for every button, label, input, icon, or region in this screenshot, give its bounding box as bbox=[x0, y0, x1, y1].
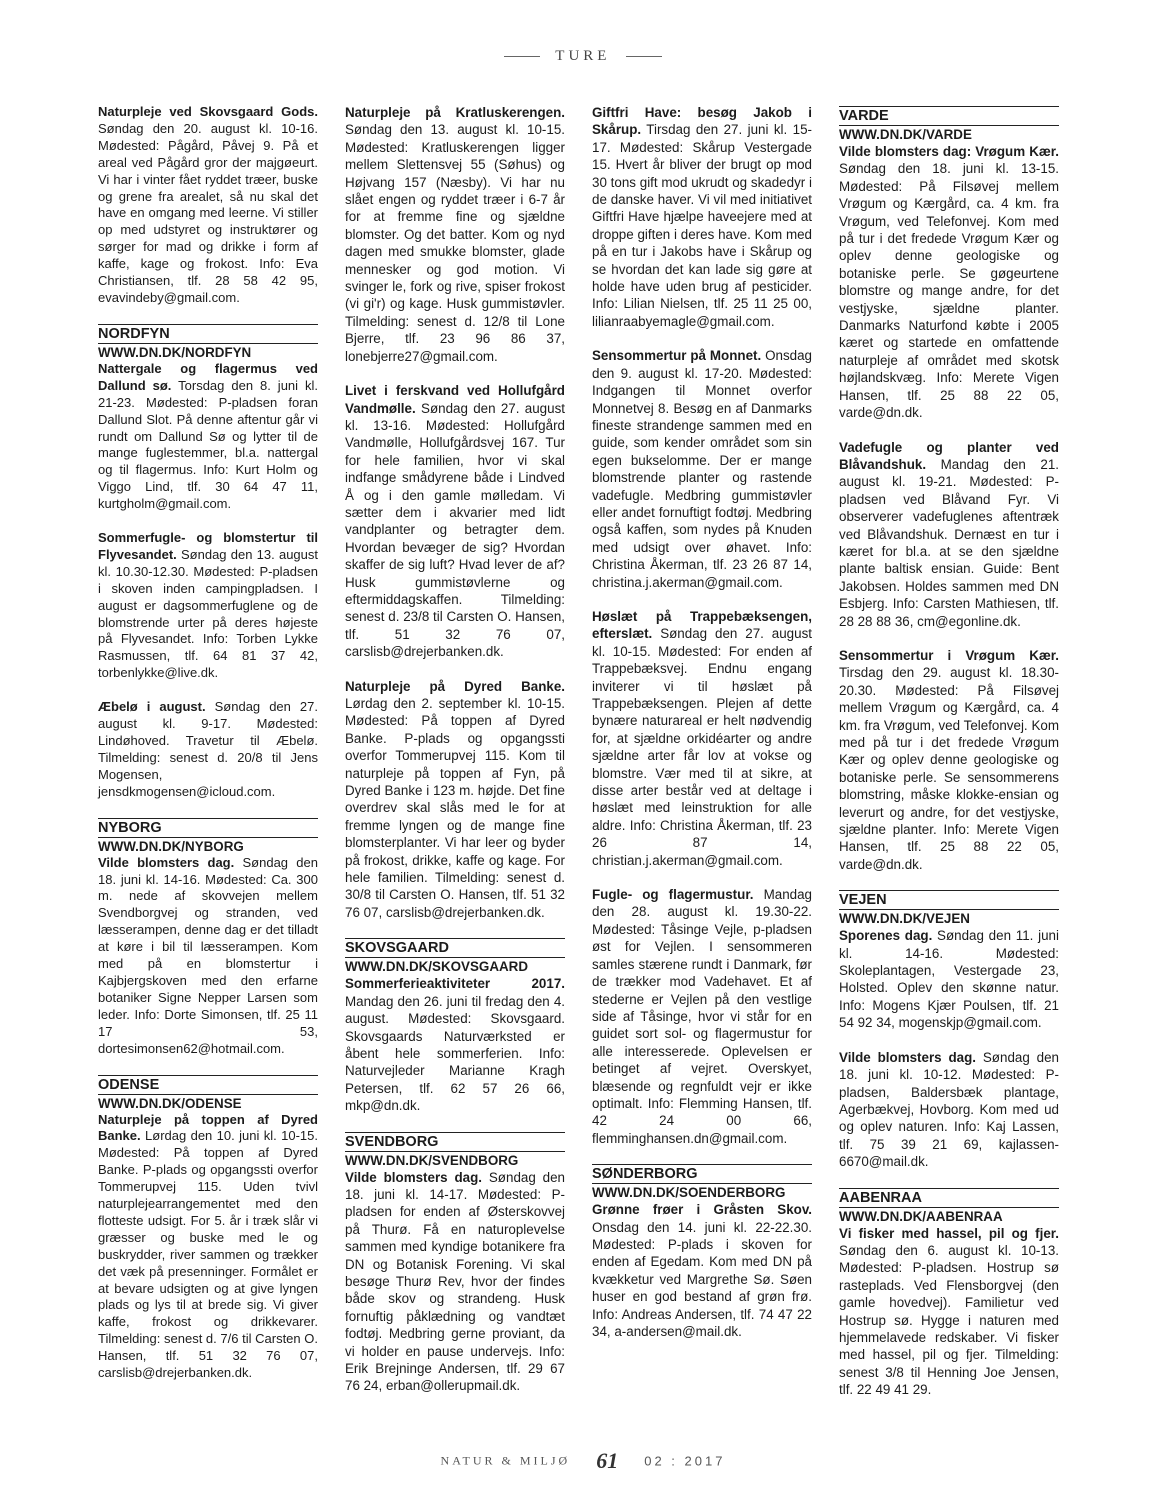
event-description: Søndag den 18. juni kl. 10-12. Mødested: P-pladsen, Baldersbæk plantage, Agerbækvej, Hovborg. Kom med ud og oplev naturen. Info: Kaj Lassen, tlf. 75 39 21 69, kajlassen-6670@mail.dk. bbox=[839, 1049, 1059, 1170]
event-entry bbox=[345, 975, 565, 1114]
event-title: Fugle- og flagermustur. bbox=[592, 887, 754, 903]
event-description: Søndag den 27. august kl. 9-17. Mødested: Lindøhoved. Travetur til Æbelø. Tilmelding: senest d. 20/8 til Jens Mogensen, jensdkmogensen@icloud.com. bbox=[98, 699, 318, 799]
header-rule-right bbox=[626, 56, 662, 57]
region-section bbox=[345, 938, 565, 1114]
event-entry bbox=[98, 361, 318, 513]
region-name: VARDE bbox=[839, 107, 1059, 126]
region-section bbox=[839, 106, 1059, 422]
event-entry bbox=[592, 886, 812, 1147]
event-title: Høslæt på Trappebæksengen, efterslæt. bbox=[592, 608, 812, 642]
region-name: AABENRAA bbox=[839, 1189, 1059, 1208]
section-title: TURE bbox=[555, 48, 611, 64]
event-entry bbox=[592, 1201, 812, 1340]
event-title: Naturpleje på Kratluskerengen. bbox=[345, 105, 565, 120]
event-entry bbox=[345, 1169, 565, 1395]
event-entry bbox=[839, 927, 1059, 1031]
region-section bbox=[839, 890, 1059, 1031]
region-url[interactable]: WWW.DN.DK/ODENSE bbox=[98, 1095, 242, 1111]
event-entry bbox=[839, 647, 1059, 873]
event-entry bbox=[592, 608, 812, 869]
event-title: Vadefugle og planter ved Blåvandshuk. bbox=[839, 439, 1059, 472]
event-title: Vilde blomsters dag: Vrøgum Kær. bbox=[839, 144, 1059, 159]
event-description: Onsdag den 14. juni kl. 22-22.30. Mødested: P-plads i skoven for enden af Egedam. Kom med DN på kvækketur ved Margrethe Sø. Søen huser en god bestand af grøn frø. Info: Andreas Andersen, tlf. 74 47 22 34, a-andersen@mail.dk. bbox=[592, 1219, 812, 1339]
issue-label: 02 : 2017 bbox=[644, 1453, 726, 1469]
event-entry bbox=[592, 104, 812, 330]
event-description: Lørdag den 10. juni kl. 10-15. Mødested: På toppen af Dyred Banke. P-plads og opgangssti overfor Tommerupvej 115. Uden tvivl naturplejearrangementet med den flotteste udsigt. For 5. år i træk slår vi græsser og buske med le og buskrydder, river sammen og trækker det væk på presenninger. Formålet er at bevare udsigten og at give lyngen plads og lys til at brede sig. Vi giver kaffe, frokost og drikkevarer. Tilmelding: senest d. 7/6 til Carsten O. Hansen, tlf. 51 32 76 07, carslisb@drejerbanken.dk. bbox=[98, 1128, 318, 1381]
event-description: Søndag den 27. august kl. 10-15. Mødested: For enden af Trappebæksvej. Endnu engang inviterer vi til høslæt på Trappebæksengen. Plejen af dette bynære naturareal er helt nødvendig for, at sjældne orkidéarter og andre sjældne arter får lov at vokse og blomstre. Vær med til at sikre, at disse arter består ved at deltage i høslæt med leinstruktion for alle aldre. Info: Christina Åkerman, tlf. 23 26 87 14, christian.j.akerman@gmail.com. bbox=[592, 626, 812, 868]
event-entry bbox=[839, 1049, 1059, 1171]
event-entry bbox=[98, 530, 318, 682]
event-description: Søndag den 18. juni kl. 14-16. Mødested: Ca. 300 m. nede af skovvejen mellem Svendborgvej og stranden, ved læsserampen, denne dag er det tilladt at køre i bil til læsserampen. Kom med på en blomstertur i Kajbjergskoven med den erfarne botaniker Signe Nepper Larsen som leder. Info: Dorte Simonsen, tlf. 25 11 17 53, dortesimonsen62@hotmail.com. bbox=[98, 854, 318, 1056]
column-2 bbox=[345, 104, 565, 1412]
region-section bbox=[345, 1132, 565, 1395]
event-title: Grønne frøer i Gråsten Skov. bbox=[592, 1202, 812, 1218]
event-entry bbox=[839, 143, 1059, 422]
column-4 bbox=[839, 104, 1059, 1416]
event-title: Naturpleje på toppen af Dyred Banke. bbox=[98, 1111, 318, 1144]
region-section bbox=[839, 1188, 1059, 1399]
event-description: Tirsdag den 29. august kl. 18.30-20.30. Mødested: På Filsøvej mellem Vrøgum og Kærgård, ca. 4 km. fra Vrøgum, ved Telefonvej. Kom med på tur i det fredede Vrøgum Kær og oplev denne geologiske og botaniske perle. Se sensommerens blomstring, måske klokke-ensian og leverurt og andre, for det vestjyske, sjældne planter. Info: Merete Vigen Hansen, tlf. 25 88 22 05, varde@dn.dk. bbox=[839, 665, 1059, 872]
event-entry bbox=[98, 699, 318, 800]
event-description: Søndag den 13. august kl. 10.30-12.30. Mødested: P-pladsen i skoven inden campingpladsen. I august er dagsommerfuglene og de blomstrende urter på deres højeste på Flyvesandet. Info: Torben Lykke Rasmussen, tlf. 64 81 37 42, torbenlykke@live.dk. bbox=[98, 546, 318, 681]
region-url[interactable]: WWW.DN.DK/SKOVSGAARD bbox=[345, 959, 528, 975]
event-description: Søndag den 13. august kl. 10-15. Mødested: Kratluskerengen ligger mellem Slettensvej 55 (Søhus) og Højvang 157 (Næsby). Vi har nu slået engen og ryddet træer i 6-7 år for at fremme fine og sjældne blomster. Og det batter. Kom og nyd dagen med smukke blomster, glade mennesker og god motion. Vi svinger le, fork og rive, spiser frokost (vi gi'r) og kage. Husk gummistøvler. Tilmelding: senest d. 12/8 til Lone Bjerre, tlf. 23 96 86 37, lonebjerre27@gmail.com. bbox=[345, 122, 565, 364]
region-url[interactable]: WWW.DN.DK/SOENDERBORG bbox=[592, 1185, 786, 1201]
region-name: VEJEN bbox=[839, 891, 1059, 910]
event-title: Sensommertur i Vrøgum Kær. bbox=[839, 647, 1059, 663]
header-rule-left bbox=[504, 56, 540, 57]
event-title: Vi fisker med hassel, pil og fjer. bbox=[839, 1225, 1059, 1241]
event-title: Vilde blomsters dag. bbox=[98, 854, 235, 870]
event-description: Mandag den 26. juni til fredag den 4. august. Mødested: Skovsgaard. Skovsgaards Naturværksted er åbent hele sommerferien. Info: Naturvejleder Marianne Kragh Petersen, tlf. 62 57 26 66, mkp@dn.dk. bbox=[345, 993, 565, 1114]
region-name: SKOVSGAARD bbox=[345, 939, 565, 958]
event-description: Tirsdag den 27. juni kl. 15-17. Mødested: Skårup Vestergade 15. Hvert år bliver der brugt op mod 30 tons gift mod ukrudt og skadedyr i de danske haver. Vi vil med initiativet Giftfri Have hjælpe haveejere med at droppe giften i deres have. Kom med på en tur i Jakobs have i Skårup og se hvordan det kan lade sig gøre at holde have uden brug af pesticider. Info: Lilian Nielsen, tlf. 25 11 25 00, lilianraabyemagle@gmail.com. bbox=[592, 122, 812, 329]
event-description: Søndag den 18. juni kl. 14-17. Mødested: P-pladsen for enden af Østerskovvej på Thurø. Få en naturoplevelse sammen med kyndige botanikere fra DN og Botanisk Forening. Vi skal besøge Thurø Rev, hvor der findes både skov og strandeng. Husk fornuftig påklædning og vandtæt fodtøj. Medbring gerne proviant, da vi holder en pause undervejs. Info: Erik Brejninge Andersen, tlf. 29 67 76 24, erban@ollerupmail.dk. bbox=[345, 1169, 565, 1394]
event-title: Naturpleje ved Skovsgaard Gods. bbox=[98, 104, 318, 119]
region-section bbox=[98, 324, 318, 513]
event-entry bbox=[592, 347, 812, 591]
column-3 bbox=[592, 104, 812, 1357]
event-entry bbox=[345, 104, 565, 365]
page-number: 61 bbox=[596, 1448, 619, 1473]
region-url[interactable]: WWW.DN.DK/NORDFYN bbox=[98, 344, 252, 360]
event-entry bbox=[98, 1112, 318, 1383]
region-url[interactable]: WWW.DN.DK/NYBORG bbox=[98, 838, 244, 854]
region-url[interactable]: WWW.DN.DK/VARDE bbox=[839, 127, 972, 142]
event-title: Giftfri Have: besøg Jakob i Skårup. bbox=[592, 105, 812, 138]
event-title: Vilde blomsters dag. bbox=[839, 1049, 977, 1065]
region-name: SVENDBORG bbox=[345, 1133, 565, 1152]
region-url[interactable]: WWW.DN.DK/SVENDBORG bbox=[345, 1152, 519, 1168]
event-description: Søndag den 6. august kl. 10-13. Mødested: P-pladsen. Hostrup sø rasteplads. Ved Flensborgvej (den gamle hovedvej). Familietur ved Hostrup sø. Hygge i naturen med hjemmelavede redskaber. Vi fisker med hassel, pil og fjer. Tilmelding: senest 3/8 til Henning Joe Jensen, tlf. 22 49 41 29. bbox=[839, 1242, 1059, 1398]
event-entry bbox=[839, 439, 1059, 630]
page-footer bbox=[0, 1448, 1166, 1474]
event-title: Nattergale og flagermus ved Dallund sø. bbox=[98, 360, 318, 393]
magazine-name: NATUR & MILJØ bbox=[440, 1453, 571, 1468]
event-title: Livet i ferskvand ved Hollufgård Vandmølle. bbox=[345, 383, 565, 416]
event-title: Æbelø i august. bbox=[98, 699, 206, 715]
region-name: ODENSE bbox=[98, 1076, 318, 1095]
region-name: NYBORG bbox=[98, 819, 318, 838]
event-entry bbox=[98, 855, 318, 1058]
event-description: Onsdag den 9. august kl. 17-20. Mødested: Indgangen til Monnet overfor Monnetvej 8. Besøg en af Danmarks fineste strandenge sammen med en guide, som kender området som sin egen bukselomme. Der er mange blomstrende planter og rastende vadefugle. Medbring gummistøvler eller andet fornuftigt fodtøj. Medbring også kaffen, som nydes på Knuden med udsigt over øhavet. Info: Christina Åkerman, tlf. 23 26 87 14, christina.j.akerman@gmail.com. bbox=[592, 348, 812, 590]
event-entry bbox=[839, 1225, 1059, 1399]
event-description: Søndag den 27. august kl. 13-16. Mødested: Hollufgård Vandmølle, Hollufgårdsvej 167. Tur for hele familien, hvor vi skal indfange smådyrene både i Lindved Å og i den gamle mølledam. Vi sætter dem i akvarier med lidt vandplanter og betragter dem. Hvordan bevæger de sig? Hvordan skaffer de sig luft? Hvad lever de af? Husk gummistøvlerne og eftermiddagskaffen. Tilmelding: senest d. 23/8 til Carsten O. Hansen, tlf. 51 32 76 07, carslisb@drejerbanken.dk. bbox=[345, 400, 565, 660]
event-title: Sensommertur på Monnet. bbox=[592, 348, 762, 364]
event-description: Mandag den 28. august kl. 19.30-22. Mødested: Tåsinge Vejle, p-pladsen øst for Vejlen. I sensommeren samles stærene rundt i Danmark, før de trækker mod Vadehavet. Et af stederne er Vejlen på den vestlige side af Tåsinge, hvor vi står for en guidet sort sol- og flagermustur for alle interesserede. Oplevelsen er betinget af vejret. Overskyet, blæsende og regnfuldt vejr er ikke optimalt. Info: Flemming Hansen, tlf. 42 24 00 66, flemminghansen.dn@gmail.com. bbox=[592, 887, 812, 1146]
region-url[interactable]: WWW.DN.DK/AABENRAA bbox=[839, 1208, 1003, 1224]
region-section bbox=[98, 1075, 318, 1383]
region-url[interactable]: WWW.DN.DK/VEJEN bbox=[839, 911, 970, 927]
event-title: Vilde blomsters dag. bbox=[345, 1169, 483, 1185]
event-entry bbox=[345, 382, 565, 661]
event-description: Lørdag den 2. september kl. 10-15. Mødested: På toppen af Dyred Banke. P-plads og opgangssti overfor Tommerupvej 115. Kom til naturpleje på toppen af Fyn, på Dyred Banke i 123 m. højde. Det fine overdrev skal slås med le for at fremme lyngen og de mange fine blomsterplanter. Vi har leer og byder på frokost, drikke, kaffe og kage. For hele familien. Tilmelding: senest d. 30/8 til Carsten O. Hansen, tlf. 51 32 76 07, carslisb@drejerbanken.dk. bbox=[345, 696, 565, 920]
event-title: Sommerferieaktiviteter 2017. bbox=[345, 976, 565, 992]
column-1 bbox=[98, 104, 318, 1399]
event-description: Søndag den 20. august kl. 10-16. Mødested: Pågård, Påvej 9. På et areal ved Pågård gror der majgøeurt. Vi har i vinter fået ryddet træer, buske og grene fra arealet, så nu skal det have en omgang med leerne. Vi stiller op med udstyret og instruktører og sørger for mad og drikke i form af kaffe, kage og frokost. Info: Eva Christiansen, tlf. 28 58 42 95, evavindeby@gmail.com. bbox=[98, 120, 318, 305]
event-title: Sporenes dag. bbox=[839, 928, 933, 944]
event-entry bbox=[98, 104, 318, 307]
region-name: NORDFYN bbox=[98, 325, 318, 344]
event-entry bbox=[345, 678, 565, 922]
event-title: Sommerfugle- og blomstertur til Flyvesandet. bbox=[98, 530, 318, 562]
section-header bbox=[0, 48, 1166, 65]
event-description: Torsdag den 8. juni kl. 21-23. Mødested: P-pladsen foran Dallund Slot. På denne aftentur går vi rundt om Dallund Sø og lytter til de mange fuglestemmer, bl.a. nattergal og til flagermus. Info: Kurt Holm og Viggo Lind, tlf. 30 64 47 11, kurtgholm@gmail.com. bbox=[98, 377, 319, 512]
event-title: Naturpleje på Dyred Banke. bbox=[345, 678, 565, 694]
event-description: Mandag den 21. august kl. 19-21. Mødested: P-pladsen ved Blåvand Fyr. Vi observerer vadefuglenes aftentræk ved Blåvandshuk. Dernæst en tur i kæret for bl.a. at se den sjældne plante baltisk ensian. Guide: Bent Jakobsen. Holdes sammen med DN Esbjerg. Info: Carsten Mathiesen, tlf. 28 28 88 36, cm@egonline.dk. bbox=[839, 456, 1059, 629]
region-section bbox=[592, 1164, 812, 1340]
region-name: SØNDERBORG bbox=[592, 1165, 812, 1184]
event-description: Søndag den 11. juni kl. 14-16. Mødested: Skoleplantagen, Vestergade 23, Holsted. Oplev den skønne natur. Info: Mogens Kjær Poulsen, tlf. 21 54 92 34, mogenskjp@gmail.com. bbox=[839, 928, 1059, 1031]
event-description: Søndag den 18. juni kl. 13-15. Mødested: På Filsøvej mellem Vrøgum og Kærgård, ca. 4 km. fra Vrøgum, ved Telefonvej. Kom med på tur i det fredede Vrøgum Kær og oplev denne geologiske og botaniske perle. Se gøgeurtene blomstre og mange andre, for det vestjyske, sjældne planter. Danmarks Naturfond købte i 2005 kæret og startede en omfattende naturpleje af området med skotsk højlandskvæg. Info: Merete Vigen Hansen, tlf. 25 88 22 05, varde@dn.dk. bbox=[839, 161, 1059, 421]
region-section bbox=[98, 818, 318, 1058]
